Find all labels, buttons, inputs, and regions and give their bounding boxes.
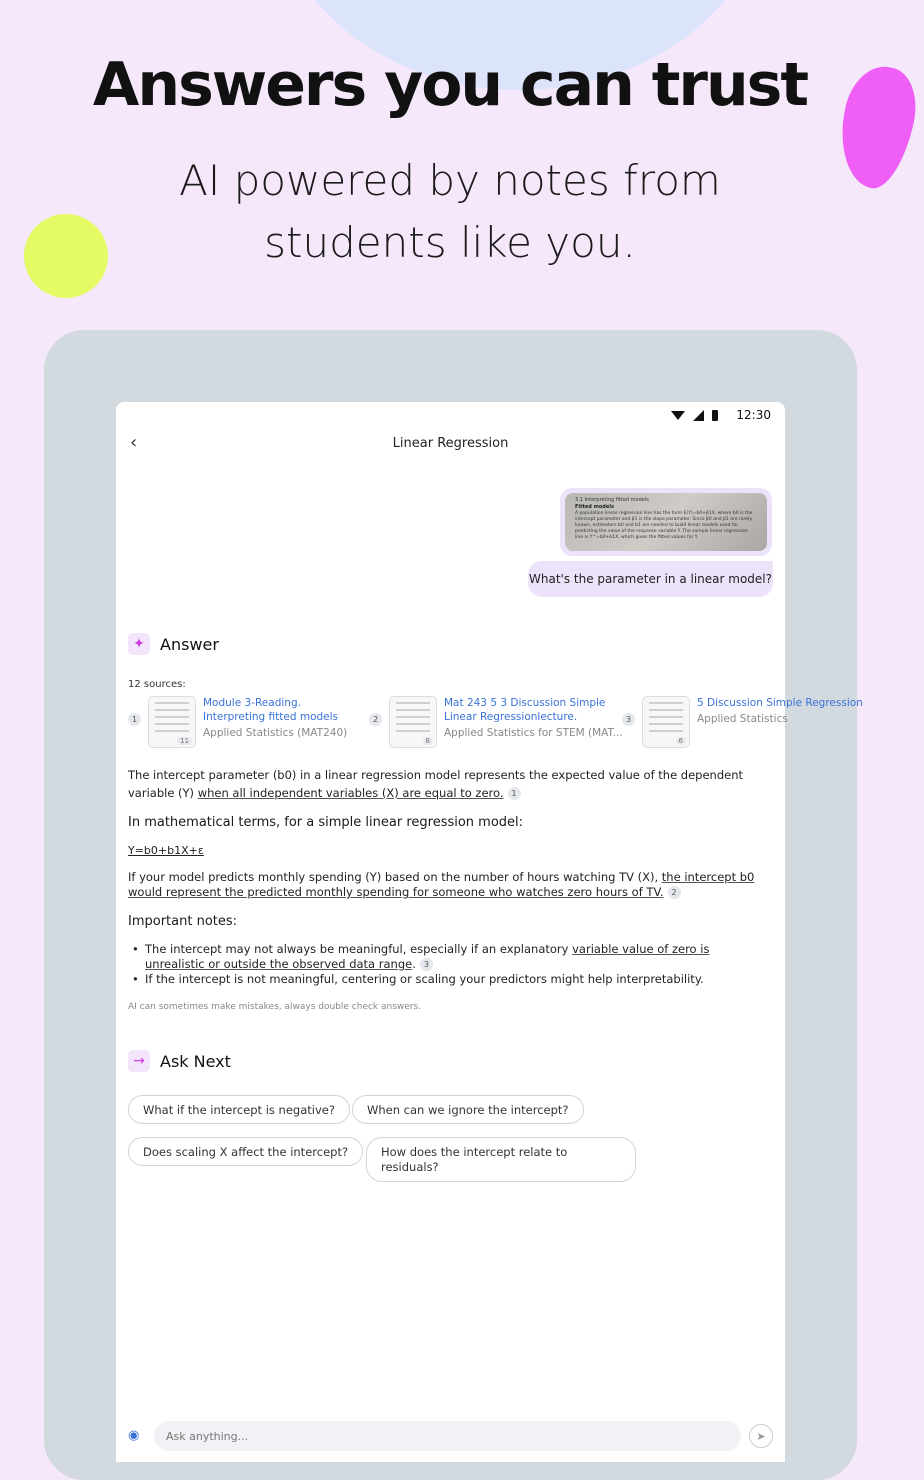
source-card[interactable] <box>622 696 863 748</box>
source-course: Applied Statistics for STEM (MAT... <box>444 727 623 739</box>
source-number: 2 <box>369 713 382 726</box>
app-bar <box>116 428 785 460</box>
source-course: Applied Statistics (MAT240) <box>203 727 348 739</box>
sparkle-icon: ✦ <box>128 633 150 655</box>
source-title[interactable]: Module 3-Reading. Interpreting fitted models <box>203 697 339 723</box>
status-bar <box>116 402 785 428</box>
document-thumbnail <box>148 696 196 748</box>
source-card[interactable] <box>128 696 363 748</box>
citation-badge[interactable]: 3 <box>420 958 433 971</box>
list-item: • The intercept may not always be meaningful, especially if an explanatory variable value of zero is unrealistic or outside the observed data range. 3 <box>132 942 772 972</box>
notes-heading: Important notes: <box>128 914 238 929</box>
notes-photo-heading: Fitted models <box>575 504 614 510</box>
answer-paragraph-2: In mathematical terms, for a simple linear regression model: <box>128 815 524 830</box>
ask-input[interactable]: Ask anything... <box>154 1421 741 1451</box>
answer-text: If your model predicts monthly spending (Y) based on the number of hours watching TV (X), <box>128 870 659 884</box>
cited-text[interactable]: variable value of zero is unrealistic or outside the observed data range <box>145 942 710 971</box>
source-number: 3 <box>622 713 635 726</box>
back-arrow-icon[interactable]: ‹ <box>130 432 138 453</box>
notes-photo <box>565 493 767 551</box>
notes-photo-text: A population linear regression line has the form E(Y)=b0+β1X, where b0 is the intercept parameter and β1 is the slope parameter. Since β0 and β1 are rarely known, estimators b0 and b1 are needed to build linear models used for predicting the value of the response variable Y. The sample linear regression line is Y^=b0+b1X, which gives the fitted values for Y. <box>575 511 753 540</box>
source-title[interactable]: 5 Discussion Simple Regression <box>697 697 863 709</box>
ai-disclaimer: AI can sometimes make mistakes, always double check answers. <box>128 1002 422 1012</box>
headline: Answers you can trust <box>92 50 808 120</box>
page-count-badge: 6 <box>676 737 686 745</box>
app-screen <box>116 402 863 1462</box>
arrow-right-icon: → <box>128 1050 150 1072</box>
user-question-bubble: What's the parameter in a linear model? <box>528 561 773 597</box>
page-count-badge: 8 <box>423 737 433 745</box>
cited-text[interactable]: when all independent variables (X) are equal to zero. <box>197 786 504 800</box>
ask-next-title: Ask Next <box>160 1051 231 1071</box>
formula: Y=b0+b1X+ε <box>128 844 204 857</box>
question-image-attachment[interactable] <box>560 488 772 556</box>
list-item <box>132 972 772 987</box>
document-thumbnail <box>642 696 690 748</box>
sources-count: 12 sources: <box>128 679 186 690</box>
ask-next-header <box>128 1050 231 1072</box>
subheadline: AI powered by notes from students like you. <box>179 156 721 267</box>
citation-badge[interactable]: 2 <box>668 886 681 899</box>
citation-badge[interactable]: 1 <box>508 787 521 800</box>
status-time: 12:30 <box>736 408 771 422</box>
suggestion-chip[interactable]: How does the intercept relate to residuals? <box>366 1137 636 1182</box>
source-number: 1 <box>128 713 141 726</box>
note-text: If the intercept is not meaningful, centering or scaling your predictors might help interpretability. <box>145 972 704 986</box>
document-thumbnail <box>389 696 437 748</box>
note-text: The intercept may not always be meaningful, especially if an explanatory <box>145 942 569 956</box>
source-title[interactable]: Mat 243 5 3 Discussion Simple Linear Regressionlecture. <box>444 697 606 723</box>
suggestion-chip[interactable]: Does scaling X affect the intercept? <box>128 1137 363 1166</box>
suggestion-chip[interactable]: When can we ignore the intercept? <box>352 1095 584 1124</box>
camera-icon[interactable]: ◉ <box>128 1428 140 1443</box>
notes-photo-title: 3.1 Interpreting fitted models <box>575 497 649 503</box>
source-card[interactable] <box>369 696 623 748</box>
page-title: Linear Regression <box>392 436 509 451</box>
answer-paragraph-1 <box>128 766 773 802</box>
battery-icon <box>712 410 718 421</box>
notes-list <box>132 942 772 987</box>
suggestion-chip[interactable]: What if the intercept is negative? <box>128 1095 350 1124</box>
source-course: Applied Statistics <box>697 713 788 725</box>
answer-text: The intercept parameter (b0) in a linear regression model represents the expected value of the dependent variable (Y) <box>128 768 744 800</box>
cited-text[interactable]: the intercept b0 would represent the predicted monthly spending for someone who watches zero hours of TV. <box>128 870 755 899</box>
send-icon[interactable]: ➤ <box>749 1424 773 1448</box>
answer-paragraph-3 <box>128 870 773 900</box>
answer-title: Answer <box>160 634 219 654</box>
sources-carousel[interactable] <box>128 696 863 748</box>
decorative-blob-lime <box>24 214 108 298</box>
wifi-icon <box>671 411 685 420</box>
chat-input-bar <box>128 1420 773 1452</box>
cellular-icon <box>693 410 704 421</box>
answer-header <box>128 633 219 655</box>
page-count-badge: 11 <box>177 737 192 745</box>
